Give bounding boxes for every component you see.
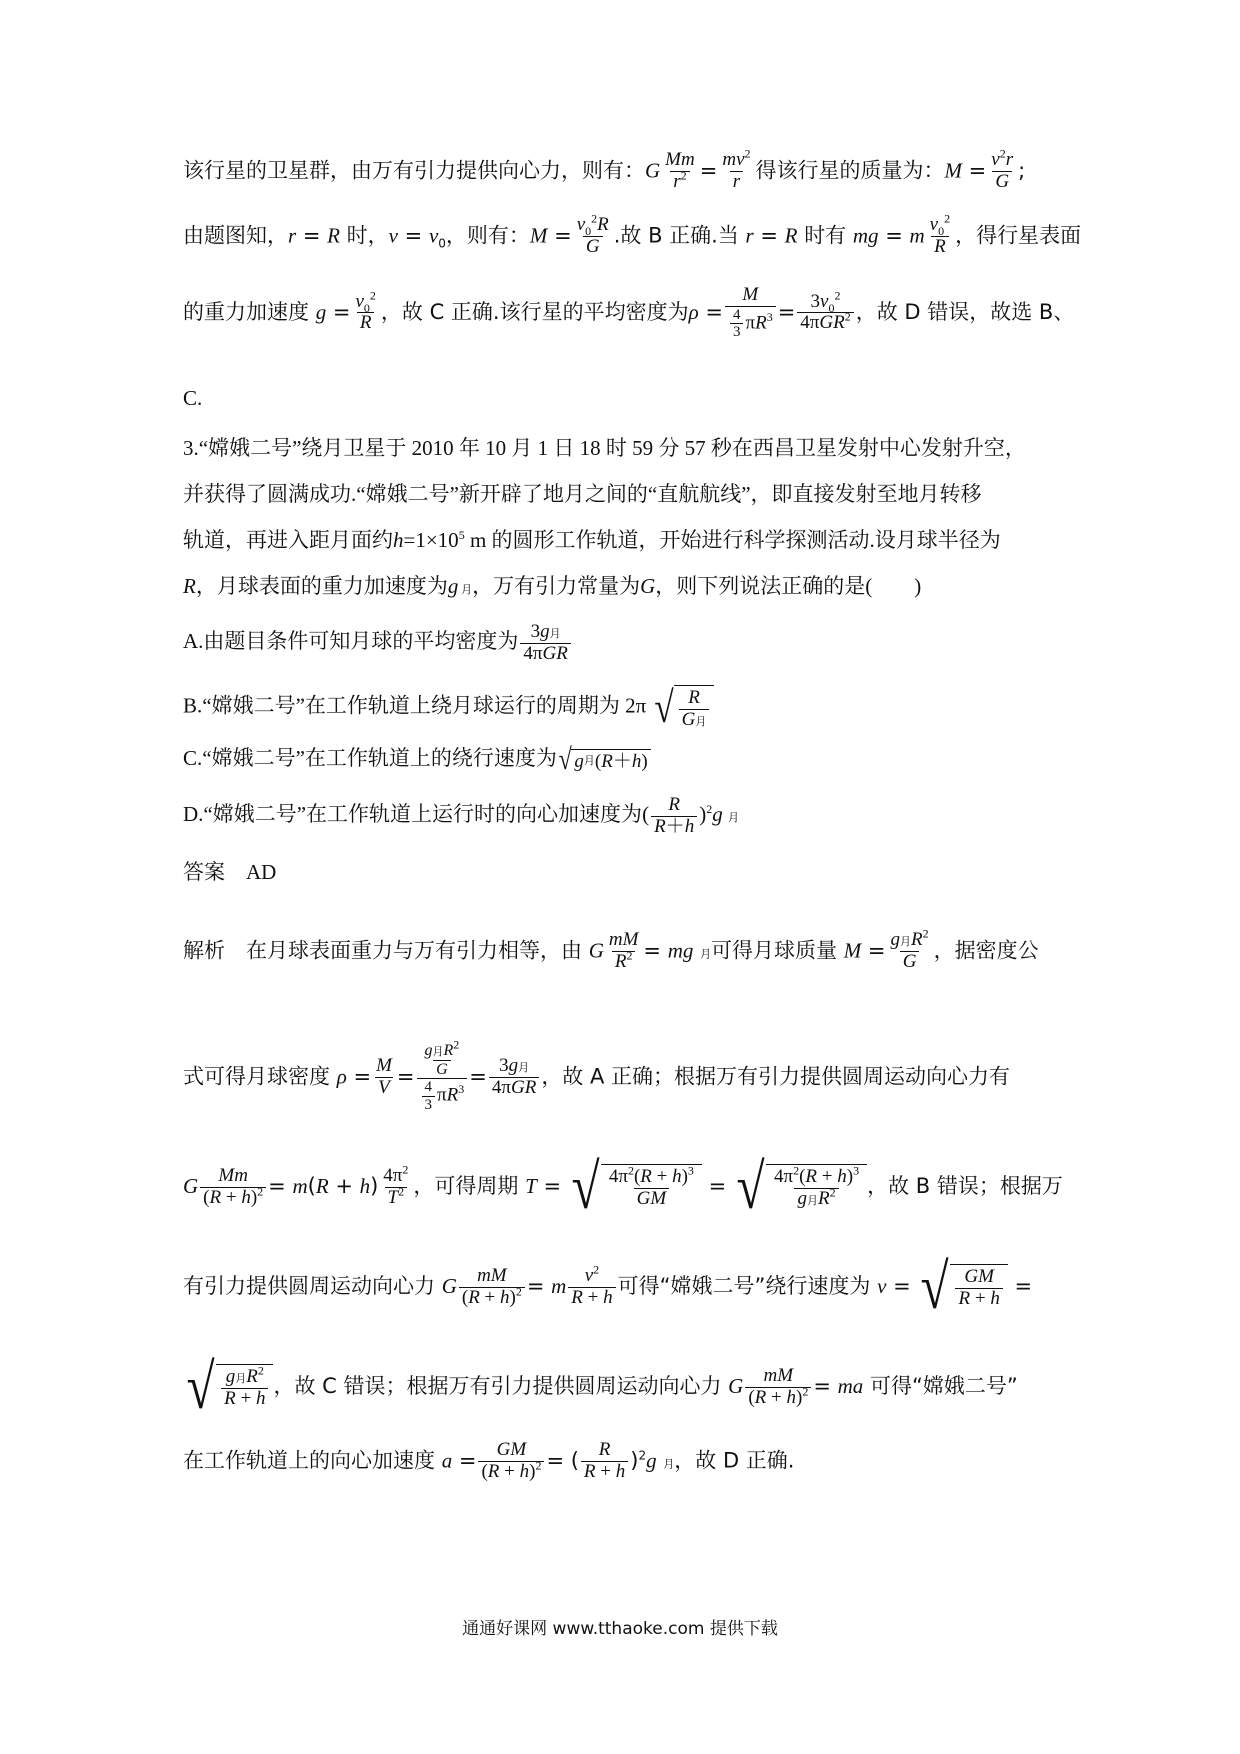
- text: m 的圆形工作轨道，开始进行科学探测活动.设月球半径为: [464, 528, 1001, 552]
- option-a-label: A.由题目条件可知月球的平均密度为: [183, 629, 519, 654]
- answer-label: 答案: [183, 860, 225, 884]
- option-d-label: D.“嫦娥二号”在工作轨道上运行时的向心加速度为: [183, 802, 643, 827]
- text: 得该行星的质量为：: [755, 158, 945, 183]
- text: ，故 A 正确；根据万有引力提供圆周运动向心力有: [541, 1064, 1011, 1089]
- text: ，则有：: [445, 223, 530, 248]
- analysis-line-3: G $\frac{Mm}{(R + h)^2}$ = m(R + h) $\frac{4\pi^2}{T^2}$ ，可得周期 T = √ $\frac{4\pi^2(R + h)^3}{GM}$ = √ $\frac{4\pi^2(R + h)^3}{g月R^2}$ ，故 B 错误；根据万: [183, 1151, 1063, 1222]
- text: =1×10: [403, 528, 459, 552]
- text: 由题图知，: [183, 223, 288, 248]
- text: ，故 D 错误，故选 B、: [855, 299, 1075, 324]
- text: 式可得月球密度: [183, 1064, 330, 1089]
- answer-value: AD: [246, 860, 277, 884]
- text: ，故 C 错误；根据万有引力提供圆周运动向心力: [273, 1374, 722, 1398]
- text: 可得月球质量: [711, 938, 838, 963]
- analysis-line-1: 解析 在月球表面重力与万有引力相等，由 G $\frac{mM}{R^2}$ = mg 月可得月球质量 M = $\frac{g月R^2}{G}$ ，据密度公: [183, 926, 1039, 972]
- text: ，则下列说法正确的是( ): [655, 574, 922, 598]
- text: ，月球表面的重力加速度为: [195, 574, 448, 598]
- var-h: h: [393, 528, 404, 552]
- page-footer: 通通好课网 www.tthaoke.com 提供下载: [462, 1619, 778, 1639]
- text: 有引力提供圆周运动向心力: [183, 1274, 435, 1298]
- text: 可得“嫦娥二号”: [869, 1374, 1018, 1398]
- text: 时有: [804, 223, 847, 248]
- question-line-2: 并获得了圆满成功.“嫦娥二号”新开辟了地月之间的“直航航线”，即直接发射至地月转移: [183, 482, 982, 506]
- option-d[interactable]: D.“嫦娥二号”在工作轨道上运行时的向心加速度为( $\frac{R}{R+h}$ )$^2$g 月: [183, 794, 739, 837]
- text: 时，: [346, 223, 389, 248]
- solution-line-4: C.: [183, 386, 203, 410]
- solution-line-3: 的重力加速度 g = $\frac{v_0^2}{R}$ ，故 C 正确.该行星的平均密度为ρ = M $\frac{4}{3}$ $\pi R^3$ = $\frac{3v_0^2}{4\pi GR^2}$ ，故 D 错误，故选 B、: [183, 284, 1075, 341]
- analysis-line-4: 有引力提供圆周运动向心力 G $\frac{mM}{(R + h)^2}$ = m $\frac{v^2}{R + h}$ 可得“嫦娥二号”绕行速度为 v = √ $\frac{GM}{R + h}$ =: [183, 1251, 1033, 1322]
- text: 该行星的卫星群，由万有引力提供向心力，则有：: [183, 158, 645, 183]
- question-line-4: [183, 576, 1063, 597]
- option-c-label: C.“嫦娥二号”在工作轨道上的绕行速度为: [183, 745, 557, 770]
- answer-line: [183, 862, 1063, 883]
- analysis-label: 解析: [183, 938, 225, 963]
- subscript: 月: [458, 584, 473, 596]
- analysis-line-2: 式可得月球密度 ρ = $\frac{M}{V}$ = $\frac{g月R^2}{G}$ $\frac{4}{3}$ $\pi R^3$ = $\frac{\text{3g月}}{\text{4πGR}}$ ，故 A 正确；根据万有引力提供圆周运动向心力有: [183, 1037, 1011, 1113]
- text: ，万有引力常量为: [472, 574, 641, 598]
- option-c[interactable]: C.“嫦娥二号”在工作轨道上的绕行速度为 √ g 月 ( R ＋ h ): [183, 745, 1063, 775]
- text: ，故 D 正确.: [674, 1448, 795, 1473]
- text: 在工作轨道上的向心加速度: [183, 1448, 435, 1473]
- text: 轨道，再进入距月面约: [183, 528, 393, 552]
- text: ，据密度公: [933, 938, 1039, 963]
- question-line-1: 3.“嫦娥二号”绕月卫星于 2010 年 10 月 1 日 18 时 59 分 57 秒在西昌卫星发射中心发射升空，: [183, 436, 1026, 460]
- text: 可得“嫦娥二号”绕行速度为: [617, 1274, 871, 1298]
- text: ，故 C 正确.该行星的平均密度为: [380, 299, 689, 324]
- text: ，可得周期: [413, 1174, 519, 1198]
- analysis-line-5: √ $\frac{g月R^2}{R + h}$ ，故 C 错误；根据万有引力提供圆周运动向心力 G $\frac{mM}{(R + h)^2}$ = ma 可得“嫦娥二号”: [186, 1351, 1018, 1422]
- text: 的重力加速度: [183, 299, 309, 324]
- analysis-line-6: 在工作轨道上的向心加速度 a = $\frac{GM}{(R + h)^2}$ = ( $\frac{R}{R + h}$ )$^2$g 月，故 D 正确.: [183, 1439, 795, 1482]
- text: ，故 B 错误；根据万: [867, 1174, 1063, 1198]
- text: 在月球表面重力与万有引力相等，由: [246, 938, 582, 963]
- var-R: R: [183, 574, 196, 598]
- exponent: 5: [458, 528, 465, 542]
- option-a[interactable]: A.由题目条件可知月球的平均密度为 $\frac{\text{3g月}}{\text{4πGR}}$: [183, 622, 1063, 665]
- solution-line-1: 该行星的卫星群，由万有引力提供向心力，则有：G $\frac{Mm}{r^2}$ = $\frac{mv^2}{r}$ 得该行星的质量为：M = $\frac{v^2r}{G}$ ;: [183, 146, 1026, 192]
- solution-line-2: 由题图知，r = R 时，$v = v_0$，则有：M = $\frac{v_0^2R}{G}$ .故 B 正确.当 r = R 时有 mg = m $\frac{v_0^2}{R}$ ，得行星表面: [183, 211, 1082, 257]
- text: ，得行星表面: [955, 223, 1082, 248]
- var-g: g: [447, 574, 459, 598]
- var-G: G: [640, 574, 656, 598]
- option-b[interactable]: B.“嫦娥二号”在工作轨道上绕月球运行的周期为 2π √ $\frac{R}{\text{G月}}$: [183, 685, 1063, 731]
- question-line-3: [183, 530, 1063, 551]
- text: .故 B 正确.当: [613, 223, 739, 248]
- option-b-label: B.“嫦娥二号”在工作轨道上绕月球运行的周期为 2π: [183, 693, 647, 718]
